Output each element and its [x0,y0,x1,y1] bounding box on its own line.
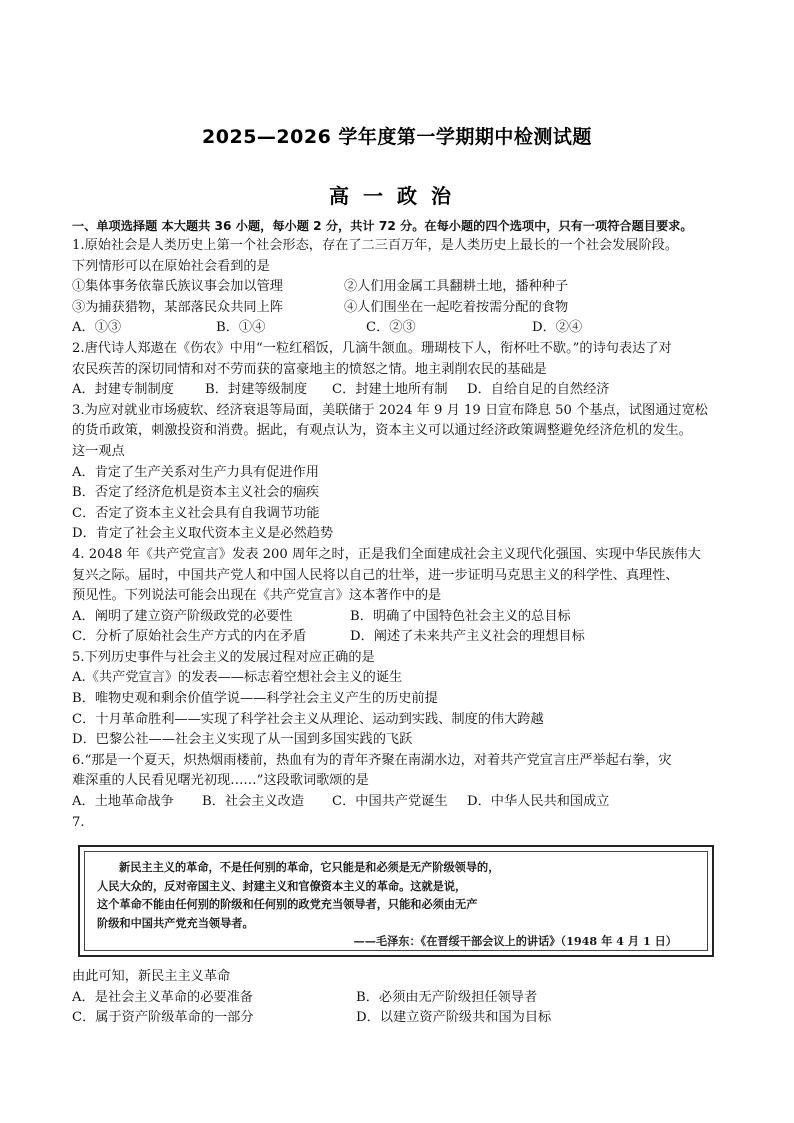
question-stem-line: 6.“那是一个夏天，炽热烟雨楼前，热血有为的青年齐聚在南湖水边，对着共产党宣言庄严举起右拳，灾 [72,752,672,768]
option-c: C．②③ [366,320,416,336]
exam-title: 2025—2026 学年度第一学期期中检测试题 [202,126,592,148]
option-c: C．分析了原始社会生产方式的内在矛盾 [72,629,307,645]
option-a: A．土地革命战争 [72,794,174,810]
question-stem-line: 农民疾苦的深切同情和对不劳而获的富豪地主的愤怒之情。地主剥削农民的基础是 [72,361,547,377]
option-a: A．①③ [72,320,122,336]
subject-title: 高一政治 [329,184,465,208]
option-row [72,627,724,648]
question-6 [72,751,724,813]
quote-line: 新民主主义的革命，不是任何别的革命，它只能是和必须是无产阶级领导的， [119,860,500,875]
option-a: A．是社会主义革命的必要准备 [72,989,253,1005]
question-stem-line: 复兴之际。届时，中国共产党人和中国人民将以自己的壮举，进一步证明马克思主义的科学性、真理性、 [72,567,679,583]
option-b: B．否定了经济危机是资本主义社会的痼疾 [72,485,320,501]
question-5 [72,648,724,751]
question-stem-line: 2.唐代诗人郑遨在《伤农》中用“一粒红稻饭，几滴牛颔血。珊瑚枝下人，衔杯吐不歇。”的诗句表达了对 [72,340,672,356]
question-stem-line: 4. 2048 年《共产党宣言》发表 200 周年之时，正是我们全面建成社会主义现代化强国、实现中华民族伟大 [72,546,701,562]
option-c: C．封建土地所有制 [332,382,448,398]
quote-line: 这个革命不能由任何别的阶级和任何别的政党充当领导者，只能和必须由无产 [97,897,478,912]
option-c: C．否定了资本主义社会具有自我调节功能 [72,505,320,521]
option-b: B．唯物史观和剩余价值学说——科学社会主义产生的历史前提 [72,691,438,707]
question-stem-line: 这一观点 [72,443,125,459]
statement-row [72,277,724,298]
exam-content [72,216,724,1029]
option-c: C．属于资产阶级革命的一部分 [72,1010,254,1026]
statement: ②人们用金属工具翻耕土地，播种种子 [344,279,569,295]
section-heading: 一、单项选择题 本大题共 36 小题，每小题 2 分，共计 72 分。在每小题的四个选项中，只有一项符合题目要求。 [72,219,693,233]
option-b: B．必须由无产阶级担任领导者 [356,989,538,1005]
question-1 [72,236,724,339]
question-stem-line: 5.下列历史事件与社会主义的发展过程对应正确的是 [72,649,375,665]
option-b: B．明确了中国特色社会主义的总目标 [350,608,571,624]
option-row [72,380,724,401]
question-3 [72,401,724,545]
option-c: C．十月革命胜利——实现了科学社会主义从理论、运动到实践、制度的伟大跨越 [72,711,544,727]
option-a: A．阐明了建立资产阶级政党的必要性 [72,608,293,624]
option-b: B．①④ [216,320,266,336]
option-d: D．阐述了未来共产主义社会的理想目标 [350,629,585,645]
option-a: A．封建专制制度 [72,382,174,398]
statement-row [72,298,724,319]
option-row [72,792,724,813]
question-7 [72,813,724,1029]
quote-material [84,851,708,951]
option-b: B．社会主义改造 [202,794,305,810]
question-stem-line: 由此可知，新民主主义革命 [72,969,231,985]
option-a: A.《共产党宣言》的发表——标志着空想社会主义的诞生 [72,670,403,686]
quote-line: 人民大众的，反对帝国主义、封建主义和官僚资本主义的革命。这就是说， [97,878,467,893]
option-d: D．中华人民共和国成立 [467,794,610,810]
option-d: D．自给自足的自然经济 [467,382,610,398]
statement: ③为捕获猎物，某部落民众共同上阵 [72,299,283,315]
option-b: B．封建等级制度 [205,382,308,398]
option-d: D．②④ [532,320,583,336]
question-stem-line: 难深重的人民看见曙光初现……”这段歌词歌颂的是 [72,773,369,789]
quote-source: ——毛泽东：《在晋绥干部会议上的讲话》（1948 年 4 月 1 日） [353,934,677,949]
question-stem-line: 的货币政策，刺激投资和消费。据此，有观点认为，资本主义可以通过经济政策调整避免经济危机的发生。 [72,423,692,439]
option-row [72,1008,724,1029]
question-4 [72,545,724,648]
option-d: D．巴黎公社——社会主义实现了从一国到多国实践的飞跃 [72,732,413,748]
option-d: D．以建立资产阶级共和国为目标 [356,1010,552,1026]
question-2 [72,339,724,401]
question-number: 7. [72,814,85,830]
quote-line: 阶级和中国共产党充当领导者。 [97,915,254,930]
question-stem-line: 3.为应对就业市场疲软、经济衰退等局面，美联储于 2024 年 9 月 19 日宣布降息 50 个基点，试图通过宽松 [72,402,708,418]
question-stem-line: 下列情形可以在原始社会看到的是 [72,258,270,274]
option-c: C．中国共产党诞生 [332,794,448,810]
option-a: A．肯定了生产关系对生产力具有促进作用 [72,464,319,480]
option-d: D．肯定了社会主义取代资本主义是必然趋势 [72,526,334,542]
statement: ①集体事务依靠氏族议事会加以管理 [72,279,283,295]
question-stem-line: 1.原始社会是人类历史上第一个社会形态，存在了二三百万年，是人类历史上最长的一个社会发展阶段。 [72,238,679,253]
statement: ④人们围坐在一起吃着按需分配的食物 [344,299,569,315]
option-row [72,318,724,339]
quote-box [78,845,714,957]
option-row [72,988,724,1009]
question-stem-line: 预见性。下列说法可能会出现在《共产党宣言》这本著作中的是 [72,588,442,604]
option-row [72,607,724,628]
